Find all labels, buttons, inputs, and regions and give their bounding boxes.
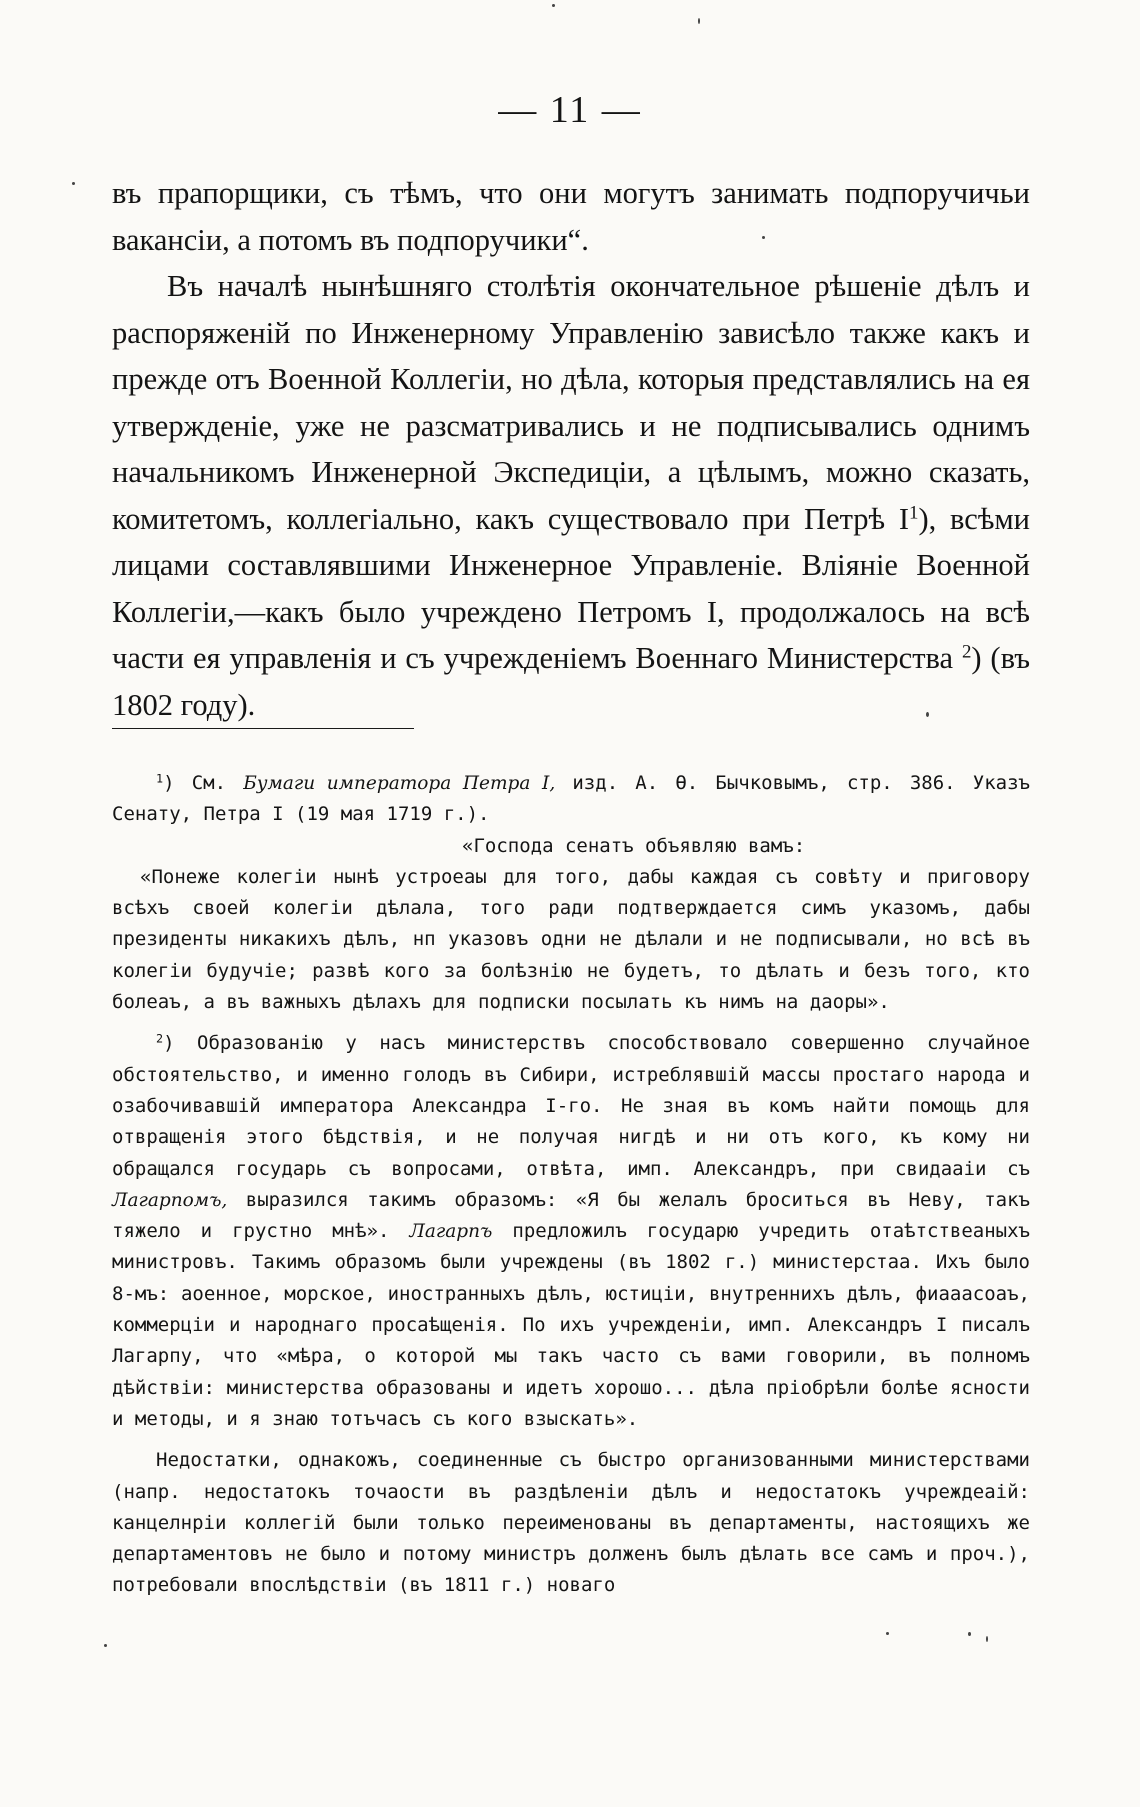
scan-speck (552, 4, 555, 7)
footnote-2-name-lagarp: Лагарпъ (409, 1221, 493, 1243)
page-number: — 11 — (498, 89, 642, 131)
footnote-1 (112, 768, 1030, 831)
footnotes (112, 768, 1030, 1602)
footnote-1-text-b: изд. А. Ѳ. Бычковымъ, стр. 386. Указъ Сенату, Петра I (19 мая 1719 г.). (112, 772, 1030, 826)
footnote-2-text-c: предложилъ государю учредить отаѣтствеаныхъ министровъ. Такимъ образомъ были учреждены (въ 1802 г.) министерстаа. Ихъ было 8-мъ: аоенное, морское, иностранныхъ дѣлъ, юстиціи, внутреннихъ дѣлъ, фиааасоаъ, коммерціи и народнаго просаѣщенія. По ихъ учрежденіи, имп. Александръ I писалъ Лагарпу, что «мѣра, о которой мы такъ часто съ вами говорили, въ полномъ дѣйствіи: министерства образованы и идетъ хорошо... дѣла пріобрѣли болѣе ясности и методы, и я знаю тотъчасъ съ кого взыскать». (112, 1220, 1030, 1430)
scan-speck (968, 1632, 971, 1636)
footnote-continuation: Недостатки, однакожъ, соединенные съ быстро организованными министерствами (напр. недостатокъ точаости въ раздѣленіи дѣлъ и недостатокъ учреждеаій: канцелнріи коллегій были только переименованы въ департаменты, настоящихъ же департаментовъ не было и потому министръ долженъ былъ дѣлать все самъ и проч.), потребовали впослѣдствіи (въ 1811 г.) новаго (112, 1449, 1030, 1597)
paragraph-text-part-2: ), всѣми лицами составлявшими Инженерное Управленіе. Вліяніе Военной Коллегіи,—какъ было учреждено Петромъ I, продолжалось на всѣ части ея управленія и съ учрежденіемъ Военнаго Министерства (112, 501, 1030, 675)
scan-speck (104, 1644, 107, 1647)
footnote-1-mark: 1 (156, 771, 164, 786)
footnote-divider (112, 728, 414, 729)
paragraph-text-part-1: Въ началѣ нынѣшняго столѣтія окончательное рѣшеніе дѣлъ и распоряженій по Инженерному Управленію зависѣло также какъ и прежде отъ Военной Коллегіи, но дѣла, которыя представлялись на ея утвержденіе, уже не разсматривались и не подписывались однимъ начальникомъ Инженерной Экспедиціи, а цѣлымъ, можно сказать, комитетомъ, коллегіально, какъ существовало при Петрѣ I (112, 269, 1030, 536)
main-text (112, 170, 1030, 728)
footnote-2-name-lagarpom: Лагарпомъ, (112, 1189, 228, 1211)
footnote-1-quote-heading: «Господа сенатъ объявляю вамъ: (462, 834, 806, 857)
footnote-1-text-a: ) См. (163, 772, 244, 794)
paragraph-continuation: въ прапорщики, съ тѣмъ, что они могутъ занимать подпоручичьи вакансіи, а потомъ въ подпоручики“. (112, 176, 1030, 257)
paragraph-text-part-3: ) (въ 1802 году). (112, 641, 1030, 722)
footnote-1-book-title: Бумаги императора Петра I, (243, 773, 556, 794)
footnote-ref-1: 1 (909, 502, 919, 524)
footnote-2-mark: 2 (156, 1031, 164, 1046)
footnote-2-text-a: ) Образованію у насъ министерствъ способствовало совершенно случайное обстоятельство, и именно голодъ въ Сибири, истреблявшій массы простаго народа и озабочивавшій императора Александра I-го. Не зная въ комъ найти помощь для отвращенія этого бѣдствія, и не получая нигдѣ и ни отъ кого, къ кому ни обращался государь съ вопросами, отвѣта, имп. Александръ, при свидааіи съ (112, 1032, 1030, 1180)
scan-speck (886, 1632, 889, 1635)
scan-speck (698, 18, 700, 24)
footnote-2-text-b: выразился такимъ образомъ: «Я бы желалъ броситься въ Неву, такъ тяжело и грустно мнѣ». (112, 1188, 1030, 1243)
footnote-1-quote-body: «Понеже колегіи нынѣ устроеаы для того, дабы каждая съ совѣту и приговору всѣхъ своей колегіи дѣлала, того ради подтверждается симъ указомъ, дабы президенты никакихъ дѣлъ, нп указовъ одни не дѣлали и не подписывали, но всѣ въ колегіи будучіе; развѣ кого за болѣзнію не будетъ, то дѣлать и безъ того, кто болеаъ, а въ важныхъ дѣлахъ для подписки посылать къ нимъ на даоры». (112, 865, 1030, 1014)
scan-speck (762, 236, 765, 239)
footnote-ref-2: 2 (961, 641, 972, 663)
scan-speck (986, 1636, 988, 1642)
scan-speck (72, 182, 75, 185)
footnote-2 (112, 1028, 1030, 1435)
scan-speck (926, 712, 929, 717)
paragraph-engineering-administration (112, 263, 1030, 728)
